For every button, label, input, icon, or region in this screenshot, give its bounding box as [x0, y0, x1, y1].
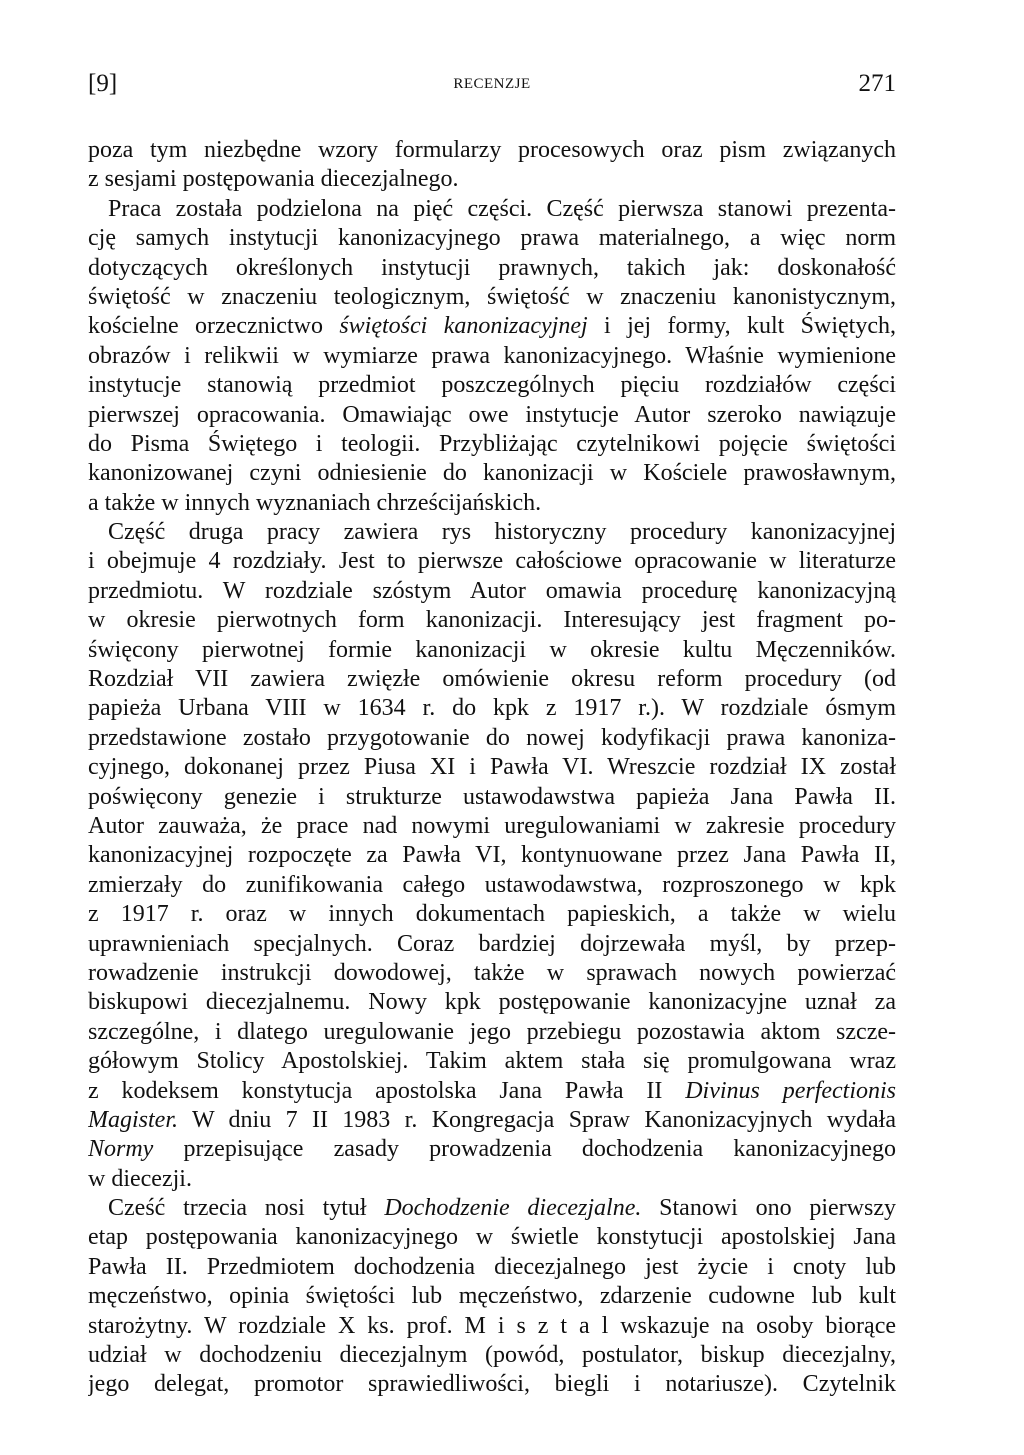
- page-header: [88, 70, 896, 104]
- text-line: obrazów i relikwii w wymiarze prawa kanonizacyjnego. Właśnie wymienione: [88, 342, 896, 369]
- text-line: i obejmuje 4 rozdziały. Jest to pierwsze całościowe opracowanie w literaturze: [88, 548, 896, 575]
- text-line: biskupowi diecezjalnemu. Nowy kpk postępowanie kanonizacyjne uznał za: [88, 989, 896, 1016]
- text-line: świętość w znaczeniu teologicznym, świętość w znaczeniu kanonistycznym,: [88, 283, 896, 310]
- text-line: gółowym Stolicy Apostolskiej. Takim aktem stała się promulgowana wraz: [88, 1048, 896, 1075]
- text-segment: Cześć trzecia nosi tytuł: [108, 1195, 385, 1222]
- text-segment: przepisujące zasady prowadzenia dochodzenia kanonizacyjnego: [153, 1136, 896, 1163]
- text-segment: z kodeksem konstytucja apostolska Jana Pawła II: [88, 1077, 686, 1104]
- text-line: [88, 1106, 896, 1135]
- text-line: do Pisma Świętego i teologii. Przybliżając czytelnikowi pojęcie świętości: [88, 430, 896, 457]
- text-line: papieża Urbana VIII w 1634 r. do kpk z 1917 r.). W rozdziale ósmym: [88, 695, 896, 722]
- text-line: Część druga pracy zawiera rys historyczny procedury kanonizacyjnej: [108, 519, 896, 546]
- italic-text: Normy: [88, 1136, 154, 1163]
- italic-text: Divinus perfectionis: [685, 1077, 896, 1104]
- text-line: kanonizacyjnej rozpoczęte za Pawła VI, kontynuowane przez Jana Pawła II,: [88, 842, 896, 869]
- text-line: Pawła II. Przedmiotem dochodzenia diecezjalnego jest życie i cnoty lub: [88, 1253, 896, 1280]
- text-line: [88, 1077, 896, 1106]
- text-segment: i jej formy, kult Świętych,: [587, 313, 896, 340]
- italic-text: świętości kanonizacyjnej: [339, 313, 588, 340]
- text-line: z 1917 r. oraz w innych dokumentach papieskich, a także w wielu: [88, 901, 896, 928]
- text-line: zmierzały do zunifikowania całego ustawodawstwa, rozproszonego w kpk: [88, 871, 896, 898]
- text-line: uprawnieniach specjalnych. Coraz bardziej dojrzewała myśl, by przep-: [88, 930, 896, 957]
- text-line: pierwszej opracowania. Omawiając owe instytucje Autor szeroko nawiązuje: [88, 401, 896, 428]
- text-line: Rozdział VII zawiera zwięzłe omówienie okresu reform procedury (od: [88, 666, 896, 693]
- text-line: w okresie pierwotnych form kanonizacji. Interesujący jest fragment po-: [88, 607, 896, 634]
- text-line: [88, 1194, 896, 1223]
- text-line: Praca została podzielona na pięć części. Część pierwsza stanowi prezenta-: [108, 195, 896, 222]
- body-text: [88, 136, 896, 1400]
- text-line: cyjnego, dokonanej przez Piusa XI i Pawła VI. Wreszcie rozdział IX został: [88, 754, 896, 781]
- text-line: poza tym niezbędne wzory formularzy procesowych oraz pism związanych: [88, 137, 896, 163]
- text-line: przedstawione zostało przygotowanie do nowej kodyfikacji prawa kanoniza-: [88, 724, 896, 751]
- text-line: z sesjami postępowania diecezjalnego.: [88, 166, 459, 193]
- text-line: kanonizowanej czyni odniesienie do kanonizacji w Kościele prawosławnym,: [88, 460, 896, 487]
- text-line: rowadzenie instrukcji dowodowej, także w sprawach nowych powierzać: [88, 959, 896, 986]
- header-page-label: [9]: [88, 70, 118, 97]
- text-line: męczeństwo, opinia świętości lub męczeństwo, zdarzenie cudowne lub kult: [88, 1283, 896, 1310]
- page-number: 271: [858, 70, 896, 97]
- text-line: a także w innych wyznaniach chrześcijańskich.: [88, 489, 542, 516]
- text-line: Autor zauważa, że prace nad nowymi uregulowaniami w zakresie procedury: [88, 812, 896, 839]
- text-line: instytucje stanowią przedmiot poszczególnych pięciu rozdziałów części: [88, 372, 896, 399]
- text-line: poświęcony genezie i strukturze ustawodawstwa papieża Jana Pawła II.: [88, 783, 896, 810]
- text-line: dotyczących określonych instytucji prawnych, takich jak: doskonałość: [88, 254, 896, 281]
- italic-text: Dochodzenie diecezjalne.: [384, 1195, 642, 1222]
- text-line: udział w dochodzeniu diecezjalnym (powód, postulator, biskup diecezjalny,: [88, 1342, 896, 1369]
- text-line: etap postępowania kanonizacyjnego w świetle konstytucji apostolskiej Jana: [88, 1224, 896, 1251]
- text-line: cję samych instytucji kanonizacyjnego prawa materialnego, a więc norm: [88, 225, 896, 252]
- text-line: starożytny. W rozdziale X ks. prof. M i s z t a l wskazuje na osoby biorące: [88, 1312, 896, 1339]
- italic-text: Magister.: [88, 1106, 178, 1133]
- running-title: RECENZJE: [453, 76, 531, 92]
- text-line: przedmiotu. W rozdziale szóstym Autor omawia procedurę kanonizacyjną: [88, 577, 896, 604]
- text-line: [88, 1135, 896, 1164]
- text-line: święcony pierwotnej formie kanonizacji w okresie kultu Męczenników.: [88, 636, 896, 663]
- text-segment: kościelne orzecznictwo: [88, 313, 340, 340]
- text-line: [88, 312, 896, 341]
- text-line: szczególne, i dlatego uregulowanie jego przebiegu pozostawia aktom szcze-: [88, 1018, 896, 1045]
- text-line: jego delegat, promotor sprawiedliwości, biegli i notariusze). Czytelnik: [88, 1371, 896, 1398]
- text-line: w diecezji.: [88, 1165, 192, 1192]
- text-segment: W dniu 7 II 1983 r. Kongregacja Spraw Kanonizacyjnych wydała: [178, 1106, 896, 1133]
- text-segment: Stanowi ono pierwszy: [641, 1195, 896, 1222]
